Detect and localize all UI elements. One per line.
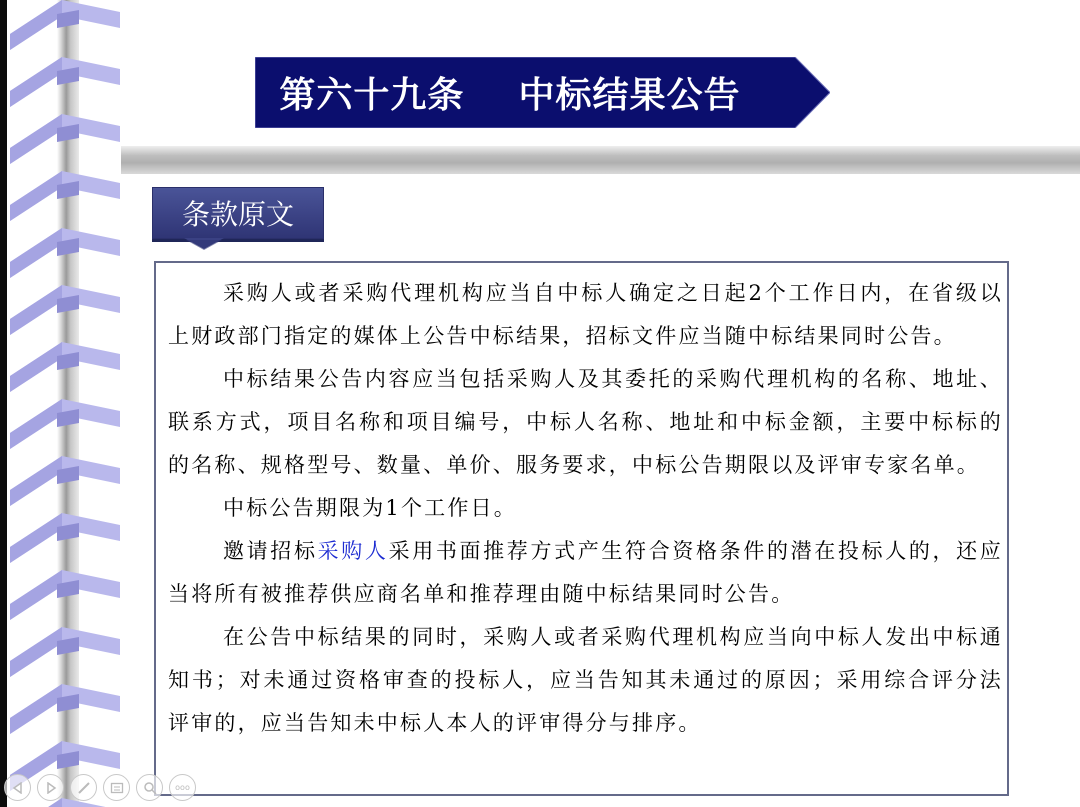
paragraph-2: 中标结果公告内容应当包括采购人及其委托的采购代理机构的名称、地址、联系方式，项目名称和项目编号，中标人名称、地址和中标金额，主要中标标的的名称、规格型号、数量、单价、服务要求，中标公告期限以及评审专家名单。 xyxy=(168,367,1003,477)
decorative-spiral-strip xyxy=(0,0,125,807)
magnifier-icon xyxy=(143,781,157,795)
ribbon-segment xyxy=(10,114,120,164)
ribbon-segment xyxy=(10,0,120,50)
ribbon-segment xyxy=(10,684,120,734)
ribbon-segment xyxy=(10,57,120,107)
section-tag-label: 条款原文 xyxy=(152,187,324,239)
ribbon-segment xyxy=(10,399,120,449)
arrow-right-icon xyxy=(45,782,57,794)
next-slide-button[interactable] xyxy=(37,774,64,801)
article-content xyxy=(168,272,1003,745)
slides-button[interactable] xyxy=(103,774,130,801)
title-banner xyxy=(255,57,830,128)
tag-pointer xyxy=(152,187,324,257)
pen-icon xyxy=(77,781,91,795)
slides-icon xyxy=(110,781,124,795)
ribbon-segment xyxy=(10,570,120,620)
ribbon-segment xyxy=(10,456,120,506)
arrow-left-icon xyxy=(12,782,24,794)
more-button[interactable]: ooo xyxy=(169,774,196,801)
purchaser-link[interactable]: 采购人 xyxy=(317,539,389,563)
paragraph-5: 在公告中标结果的同时，采购人或者采购代理机构应当向中标人发出中标通知书；对未通过资格审查的投标人，应当告知其未通过的原因；采用综合评分法评审的，应当告知未中标人本人的评审得分与排序。 xyxy=(168,625,1003,735)
paragraph-4-start: 邀请招标 xyxy=(223,539,318,563)
slideshow-nav-controls xyxy=(4,774,196,804)
header-divider-bar xyxy=(121,146,1080,174)
page-title: 第六十九条 中标结果公告 xyxy=(279,75,741,116)
paragraph-4 xyxy=(168,530,1003,616)
ribbon-segment xyxy=(10,627,120,677)
ribbon-decoration xyxy=(0,0,125,807)
pen-button[interactable] xyxy=(70,774,97,801)
ribbon-segment xyxy=(10,513,120,563)
ribbon-segment xyxy=(10,285,120,335)
paragraph-4-rest: 采用书面推荐方式产生符合资格条件的潜在投标人的，还应当将所有被推荐供应商名单和推荐理由随中标结果同时公告。 xyxy=(168,539,1003,606)
ribbon-segment xyxy=(10,171,120,221)
paragraph-3: 中标公告期限为1个工作日。 xyxy=(223,496,517,520)
ribbon-segment xyxy=(10,342,120,392)
zoom-button[interactable] xyxy=(136,774,163,801)
ribbon-segment xyxy=(10,228,120,278)
prev-slide-button[interactable] xyxy=(4,774,31,801)
paragraph-1: 采购人或者采购代理机构应当自中标人确定之日起2个工作日内，在省级以上财政部门指定的媒体上公告中标结果，招标文件应当随中标结果同时公告。 xyxy=(168,281,1003,348)
